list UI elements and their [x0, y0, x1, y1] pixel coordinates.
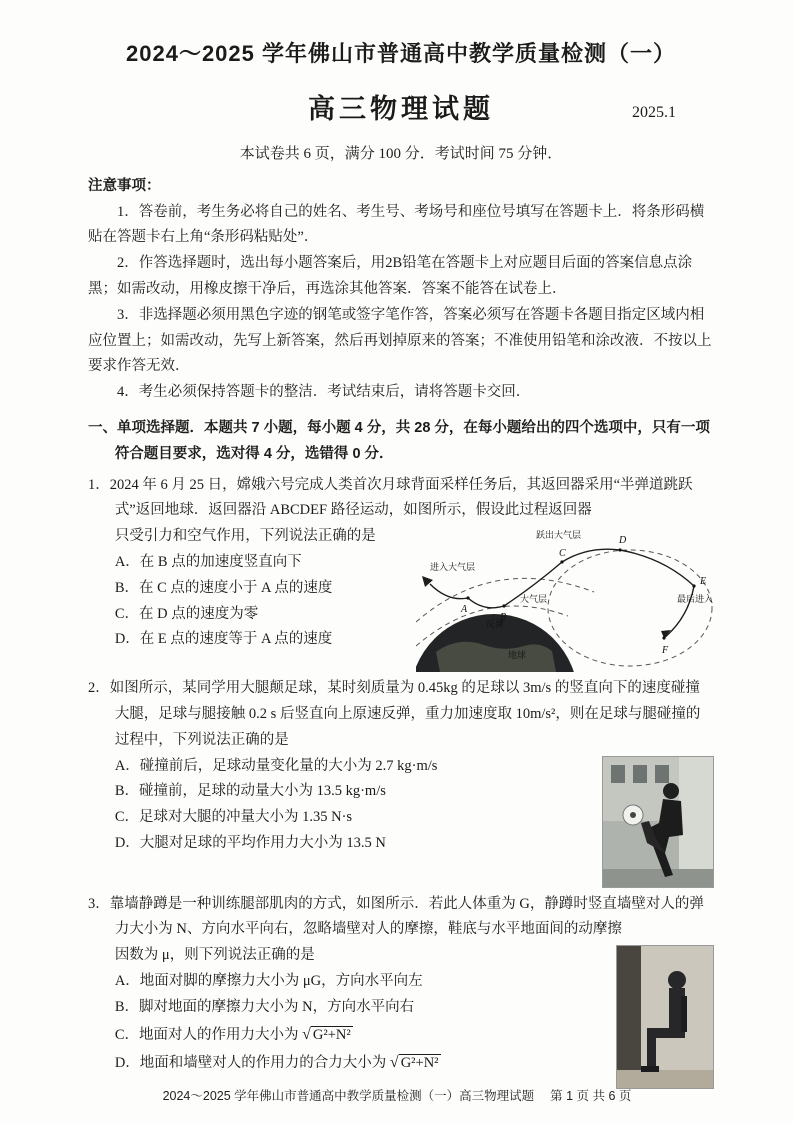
q3-stem: 3．靠墙静蹲是一种训练腿部肌肉的方式，如图所示．若此人体重为 G，静蹲时竖直墙壁对人的弹力大小为 N、方向水平向右，忽略墙壁对人的摩擦，鞋底与水平地面间的动摩擦 [88, 895, 704, 938]
photo-window [611, 765, 625, 783]
radicand: G²+N² [312, 1026, 351, 1043]
question-1 [88, 473, 714, 661]
point-c-dot [560, 561, 563, 564]
q1-option-a: A．在 B 点的加速度竖直向下 [114, 554, 302, 571]
sqrt-expression [390, 1055, 441, 1071]
notice-item-2: 2．作答选择题时，选出每小题答案后，用2B铅笔在答题卡上对应题目后面的答案信息点涂黑；如需改动，用橡皮擦干净后，再选涂其他答案．答案不能答在试卷上． [88, 255, 693, 298]
reentry-trajectory-diagram [416, 526, 714, 672]
person-head [663, 783, 679, 799]
radical-sign: √ [389, 1054, 399, 1072]
figure-label-atmosphere: 大气层 [520, 594, 548, 605]
photo-window [633, 765, 647, 783]
notice-item-3: 3．非选择题必须用黑色字迹的钢笔或签字笔作答，答案必须写在答题卡各题目指定区域内相应位置上；如需改动，先写上新答案，然后再划掉原来的答案；不准使用铅笔和涂改液．不按以上要求作答无效． [88, 306, 712, 375]
figure-point-b: B [500, 612, 507, 624]
person-head [668, 971, 686, 989]
q2-stem: 2．如图所示，某同学用大腿颠足球，某时刻质量为 0.45kg 的足球以 3m/s 的竖直向下的速度碰撞大腿，足球与腿接触 0.2 s 后竖直向上原速反弹，重力加速度取 10m/s²，则在足球与腿碰撞的过程中，下列说法正确的是 [88, 680, 701, 748]
figure-point-a: A [461, 604, 468, 616]
figure-point-f: F [662, 645, 669, 657]
q3-option-a: A．地面对脚的摩擦力大小为 μG，方向水平向左 [114, 973, 423, 990]
person-feet [641, 1066, 659, 1072]
notice-item-4: 4．考生必须保持答题卡的整洁．考试结束后，请将答题卡交回． [117, 384, 531, 401]
page-footer [0, 1085, 794, 1107]
point-a-dot [466, 597, 469, 600]
subtitle-row [88, 85, 714, 133]
q1-trajectory-figure [416, 526, 714, 672]
wall-sit-photo-graphic [617, 946, 713, 1088]
section-heading: 一、单项选择题．本题共 7 小题，每小题 4 分，共 28 分，在每小题给出的四个选项中，只有一项符合题目要求，选对得 4 分，选错得 0 分． [88, 420, 710, 462]
figure-label-final-entry: 最后进入 [676, 594, 713, 605]
question-2 [88, 676, 714, 857]
figure-label-enter-atmosphere: 进入大气层 [430, 562, 476, 573]
q3-stem-continued: 因数为 μ，则下列说法正确的是 [114, 947, 315, 964]
exam-date: 2025.1 [632, 103, 676, 121]
notice-item-1: 1．答卷前，考生务必将自己的姓名、考生号、考场号和座位号填写在答题卡上．将条形码横贴在答题卡右上角“条形码粘贴处”． [88, 203, 705, 246]
figure-label-exit-atmosphere: 跃出大气层 [536, 530, 582, 541]
q2-football-photo [602, 756, 714, 888]
q1-option-d: D．在 E 点的速度等于 A 点的速度 [114, 631, 333, 648]
figure-point-c: C [559, 548, 566, 560]
option-text: C．地面对人的作用力大小为 [114, 1026, 303, 1043]
radicand: G²+N² [400, 1055, 439, 1072]
q2-option-a: A．碰撞前后，足球动量变化量的大小为 2.7 kg·m/s [114, 757, 438, 774]
exam-subtitle: 高三物理试题 [308, 94, 494, 125]
person-shins [647, 1034, 656, 1068]
q2-option-d: D．大腿对足球的平均作用力大小为 13.5 N [114, 835, 386, 852]
option-text: D．地面和墙壁对人的作用力的合力大小为 [114, 1055, 390, 1072]
photo-ground [603, 869, 713, 887]
point-b-dot [502, 605, 505, 608]
q3-wallsit-photo [616, 945, 714, 1089]
football-juggling-photo-graphic [603, 757, 713, 887]
q1-option-b: B．在 C 点的速度小于 A 点的速度 [114, 579, 333, 596]
q3-option-b: B．脚对地面的摩擦力大小为 N，方向水平向右 [114, 998, 415, 1015]
exam-title: 2024～2025 学年佛山市普通高中教学质量检测（一） [126, 41, 676, 66]
footer-text: 2024～2025 学年佛山市普通高中教学质量检测（一）高三物理试题 [162, 1088, 535, 1103]
point-d-dot [618, 549, 621, 552]
figure-point-e: E [700, 576, 707, 588]
photo-pillar [679, 757, 713, 887]
point-e-dot [692, 585, 695, 588]
question-3 [88, 892, 714, 1078]
notices [88, 174, 714, 406]
photo-doorway [617, 946, 641, 1088]
q2-option-c: C．足球对大腿的冲量大小为 1.35 N·s [114, 809, 353, 826]
point-f-dot [662, 637, 665, 640]
figure-label-bounce: 反弹 [486, 619, 505, 630]
q1-stem-continued: 只受引力和空气作用，下列说法正确的是 [114, 528, 376, 545]
figure-point-d: D [619, 535, 627, 547]
q2-option-b: B．碰撞前，足球的动量大小为 13.5 kg·m/s [114, 783, 386, 800]
sqrt-expression [302, 1027, 353, 1043]
footer-page-number: 第 1 页 共 6 页 [550, 1088, 632, 1103]
q1-option-c: C．在 D 点的速度为零 [114, 605, 259, 622]
photo-window [655, 765, 669, 783]
figure-label-earth: 地球 [508, 650, 527, 661]
person-arm [681, 996, 687, 1032]
q1-stem: 1．2024 年 6 月 25 日，嫦娥六号完成人类首次月球背面采样任务后，其返回器采用“半弹道跳跃式”返回地球．返回器沿 ABCDEF 路径运动，如图所示，假设此过程返回器 [88, 476, 693, 519]
radical-sign: √ [302, 1025, 311, 1043]
notices-heading: 注意事项： [88, 177, 161, 194]
exam-info: 本试卷共 6 页，满分 100 分．考试时间 75 分钟． [239, 146, 563, 163]
football-pattern [630, 812, 636, 818]
